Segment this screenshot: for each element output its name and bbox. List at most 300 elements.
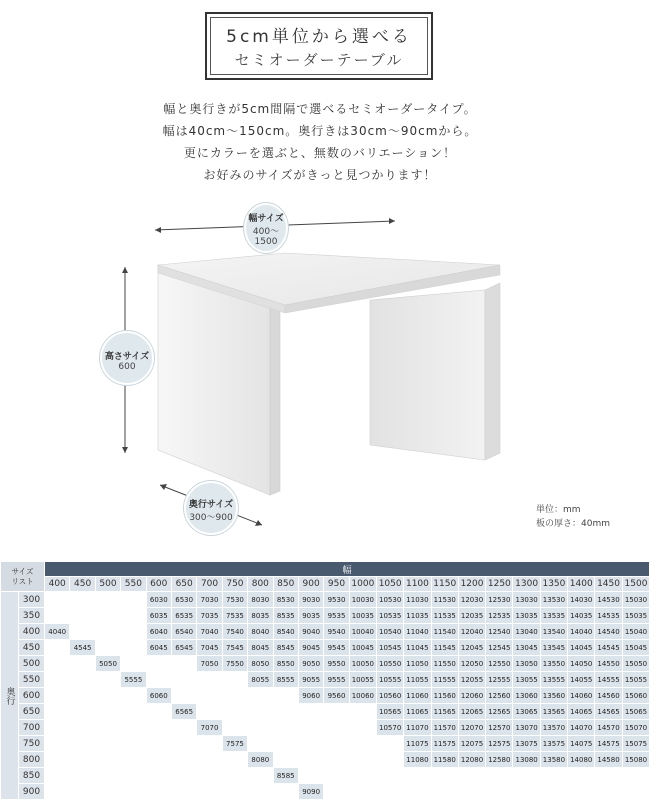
empty-cell (95, 736, 120, 752)
size-code-cell: 8080 (248, 752, 273, 768)
size-code-cell: 15045 (622, 640, 650, 656)
size-code-cell: 15040 (622, 624, 650, 640)
empty-cell (171, 752, 196, 768)
width-column-header: 1100 (404, 577, 431, 592)
empty-cell (95, 688, 120, 704)
empty-cell (171, 736, 196, 752)
width-column-header: 850 (273, 577, 298, 592)
empty-cell (95, 624, 120, 640)
size-code-cell: 12065 (458, 704, 485, 720)
table-row (1, 640, 650, 656)
size-code-cell: 8535 (273, 608, 298, 624)
size-code-cell: 13535 (540, 608, 567, 624)
empty-cell (121, 704, 146, 720)
size-code-cell: 11555 (431, 672, 458, 688)
empty-cell (95, 768, 120, 784)
depth-row-header: 400 (19, 624, 45, 640)
empty-cell (568, 768, 595, 784)
empty-cell (121, 640, 146, 656)
depth-row-header: 900 (19, 784, 45, 800)
size-code-cell: 6040 (146, 624, 171, 640)
width-size-label: 幅サイズ (248, 214, 284, 224)
height-size-value: 600 (118, 362, 136, 372)
width-size-badge (244, 203, 288, 253)
size-code-cell: 12580 (486, 752, 513, 768)
empty-cell (595, 784, 622, 800)
size-code-cell: 12565 (486, 704, 513, 720)
width-size-value: 400～1500 (252, 227, 280, 247)
size-code-cell: 13555 (540, 672, 567, 688)
size-code-cell: 13065 (513, 704, 540, 720)
size-code-cell: 14040 (568, 624, 595, 640)
empty-cell (377, 768, 404, 784)
size-code-cell: 12060 (458, 688, 485, 704)
width-column-header: 1200 (458, 577, 485, 592)
depth-row-header: 450 (19, 640, 45, 656)
size-code-cell: 12045 (458, 640, 485, 656)
empty-cell (95, 784, 120, 800)
size-code-cell: 10030 (349, 592, 376, 608)
depth-row-header: 350 (19, 608, 45, 624)
size-code-cell: 6530 (171, 592, 196, 608)
empty-cell (273, 704, 298, 720)
empty-cell (146, 752, 171, 768)
size-code-cell: 13575 (540, 736, 567, 752)
size-code-cell: 11060 (404, 688, 431, 704)
size-code-cell: 11040 (404, 624, 431, 640)
empty-cell (486, 784, 513, 800)
empty-cell (248, 720, 273, 736)
empty-cell (45, 656, 70, 672)
size-code-cell: 6545 (171, 640, 196, 656)
size-code-cell: 12530 (486, 592, 513, 608)
size-code-cell: 12075 (458, 736, 485, 752)
size-code-cell: 6540 (171, 624, 196, 640)
size-code-cell: 9040 (298, 624, 323, 640)
empty-cell (298, 704, 323, 720)
empty-cell (273, 720, 298, 736)
height-size-label: 高さサイズ (104, 352, 150, 362)
width-header: 幅 (45, 562, 650, 577)
size-code-cell: 15055 (622, 672, 650, 688)
size-code-cell: 9060 (298, 688, 323, 704)
size-code-cell: 14075 (568, 736, 595, 752)
empty-cell (197, 688, 222, 704)
empty-cell (70, 784, 95, 800)
empty-cell (324, 752, 349, 768)
size-code-cell: 12055 (458, 672, 485, 688)
size-code-cell: 10565 (377, 704, 404, 720)
empty-cell (121, 720, 146, 736)
empty-cell (324, 736, 349, 752)
size-code-cell: 10560 (377, 688, 404, 704)
size-code-cell: 9045 (298, 640, 323, 656)
unit-note (536, 503, 610, 531)
height-size-badge (100, 331, 154, 385)
table-diagram (0, 195, 640, 545)
empty-cell (197, 768, 222, 784)
size-code-cell: 8050 (248, 656, 273, 672)
size-code-cell: 8540 (273, 624, 298, 640)
size-code-cell: 14565 (595, 704, 622, 720)
title-box (205, 12, 433, 80)
size-code-cell: 14580 (595, 752, 622, 768)
size-code-cell: 8585 (273, 768, 298, 784)
empty-cell (45, 672, 70, 688)
empty-cell (70, 672, 95, 688)
size-code-cell: 12545 (486, 640, 513, 656)
size-code-cell: 12540 (486, 624, 513, 640)
empty-cell (222, 720, 247, 736)
size-code-cell: 13545 (540, 640, 567, 656)
empty-cell (171, 672, 196, 688)
empty-cell (595, 768, 622, 784)
size-code-cell: 15060 (622, 688, 650, 704)
empty-cell (121, 752, 146, 768)
empty-cell (248, 736, 273, 752)
depth-row-header: 500 (19, 656, 45, 672)
empty-cell (45, 736, 70, 752)
size-code-cell: 8555 (273, 672, 298, 688)
size-code-cell: 7530 (222, 592, 247, 608)
size-code-cell: 13580 (540, 752, 567, 768)
size-code-cell: 9540 (324, 624, 349, 640)
empty-cell (45, 608, 70, 624)
empty-cell (70, 768, 95, 784)
thickness-label: 板の厚さ：40mm (536, 519, 610, 529)
size-code-cell: 12070 (458, 720, 485, 736)
size-code-cell: 8530 (273, 592, 298, 608)
empty-cell (377, 784, 404, 800)
size-code-cell: 14045 (568, 640, 595, 656)
empty-cell (248, 768, 273, 784)
size-code-cell: 6060 (146, 688, 171, 704)
width-column-header: 700 (197, 577, 222, 592)
empty-cell (70, 704, 95, 720)
table-row (1, 752, 650, 768)
size-code-cell: 4545 (70, 640, 95, 656)
empty-cell (95, 672, 120, 688)
size-code-cell: 8550 (273, 656, 298, 672)
size-code-cell: 11560 (431, 688, 458, 704)
size-code-cell: 6045 (146, 640, 171, 656)
empty-cell (70, 736, 95, 752)
empty-cell (70, 752, 95, 768)
empty-cell (273, 752, 298, 768)
empty-cell (121, 736, 146, 752)
width-column-header: 1450 (595, 577, 622, 592)
intro-line: 幅と奥行きが5cm間隔で選べるセミオーダータイプ。 (163, 102, 477, 116)
size-code-cell: 6030 (146, 592, 171, 608)
empty-cell (222, 752, 247, 768)
depth-size-value: 300～900 (189, 513, 233, 523)
size-code-cell: 15065 (622, 704, 650, 720)
empty-cell (171, 784, 196, 800)
empty-cell (248, 688, 273, 704)
size-code-cell: 7050 (197, 656, 222, 672)
size-code-cell: 8035 (248, 608, 273, 624)
page-subtitle: セミオーダーテーブル (234, 51, 404, 69)
empty-cell (222, 784, 247, 800)
empty-cell (146, 656, 171, 672)
empty-cell (222, 768, 247, 784)
size-code-cell: 14560 (595, 688, 622, 704)
size-code-cell: 9555 (324, 672, 349, 688)
size-code-cell: 7070 (197, 720, 222, 736)
empty-cell (95, 608, 120, 624)
empty-cell (349, 704, 376, 720)
size-code-cell: 13055 (513, 672, 540, 688)
size-code-cell: 14065 (568, 704, 595, 720)
empty-cell (45, 720, 70, 736)
empty-cell (458, 784, 485, 800)
size-list-table (0, 561, 650, 800)
empty-cell (622, 784, 650, 800)
size-code-cell: 14035 (568, 608, 595, 624)
size-code-cell: 9550 (324, 656, 349, 672)
size-code-cell: 14080 (568, 752, 595, 768)
size-code-cell: 12035 (458, 608, 485, 624)
size-code-cell: 9545 (324, 640, 349, 656)
size-code-cell: 8030 (248, 592, 273, 608)
table-row (1, 736, 650, 752)
depth-row-header: 550 (19, 672, 45, 688)
intro-text (0, 98, 640, 186)
empty-cell (431, 768, 458, 784)
intro-line: 幅は40cm～150cm。奥行きは30cm～90cmから。 (162, 124, 478, 138)
size-code-cell: 14050 (568, 656, 595, 672)
depth-size-label: 奥行サイズ (188, 500, 234, 510)
size-code-cell: 11575 (431, 736, 458, 752)
depth-row-header: 300 (19, 592, 45, 608)
empty-cell (222, 672, 247, 688)
empty-cell (45, 784, 70, 800)
empty-cell (171, 688, 196, 704)
size-code-cell: 11080 (404, 752, 431, 768)
size-code-cell: 12570 (486, 720, 513, 736)
size-code-cell: 10045 (349, 640, 376, 656)
intro-line: お好みのサイズがきっと見つかります！ (203, 168, 437, 182)
empty-cell (121, 656, 146, 672)
size-code-cell: 10545 (377, 640, 404, 656)
size-code-cell: 13050 (513, 656, 540, 672)
depth-row-header: 650 (19, 704, 45, 720)
size-code-cell: 13530 (540, 592, 567, 608)
table-row (1, 656, 650, 672)
empty-cell (349, 784, 376, 800)
size-list-header (1, 562, 45, 592)
size-code-cell: 7045 (197, 640, 222, 656)
size-code-cell: 14575 (595, 736, 622, 752)
size-code-cell: 11045 (404, 640, 431, 656)
width-column-header: 550 (121, 577, 146, 592)
empty-cell (404, 784, 431, 800)
depth-row-header: 800 (19, 752, 45, 768)
width-column-header: 750 (222, 577, 247, 592)
size-code-cell: 6565 (171, 704, 196, 720)
size-code-cell: 11570 (431, 720, 458, 736)
size-code-cell: 11075 (404, 736, 431, 752)
unit-label: 単位：mm (536, 505, 581, 515)
empty-cell (458, 768, 485, 784)
empty-cell (70, 688, 95, 704)
size-code-cell: 13550 (540, 656, 567, 672)
size-code-cell: 11065 (404, 704, 431, 720)
size-code-cell: 13030 (513, 592, 540, 608)
size-code-cell: 7030 (197, 592, 222, 608)
empty-cell (121, 768, 146, 784)
size-code-cell: 11055 (404, 672, 431, 688)
table-row (1, 608, 650, 624)
empty-cell (146, 720, 171, 736)
empty-cell (197, 672, 222, 688)
size-code-cell: 11050 (404, 656, 431, 672)
empty-cell (431, 784, 458, 800)
table-row (1, 672, 650, 688)
empty-cell (70, 656, 95, 672)
empty-cell (273, 784, 298, 800)
size-code-cell: 13035 (513, 608, 540, 624)
size-code-cell: 10540 (377, 624, 404, 640)
empty-cell (95, 752, 120, 768)
size-code-cell: 8545 (273, 640, 298, 656)
size-code-cell: 13540 (540, 624, 567, 640)
width-column-header: 1300 (513, 577, 540, 592)
empty-cell (70, 592, 95, 608)
width-column-header: 1250 (486, 577, 513, 592)
depth-row-header: 850 (19, 768, 45, 784)
table-row (1, 704, 650, 720)
width-column-header: 650 (171, 577, 196, 592)
empty-cell (45, 640, 70, 656)
size-code-cell: 7545 (222, 640, 247, 656)
size-code-cell: 10040 (349, 624, 376, 640)
intro-line: 更にカラーを選ぶと、無数のバリエーション！ (183, 146, 457, 160)
size-code-cell: 10060 (349, 688, 376, 704)
size-code-cell: 12560 (486, 688, 513, 704)
size-code-cell: 11530 (431, 592, 458, 608)
table-row (1, 784, 650, 800)
empty-cell (349, 752, 376, 768)
size-code-cell: 7035 (197, 608, 222, 624)
width-column-header: 1500 (622, 577, 650, 592)
size-code-cell: 7535 (222, 608, 247, 624)
empty-cell (146, 704, 171, 720)
empty-cell (377, 752, 404, 768)
size-code-cell: 9090 (298, 784, 323, 800)
size-code-cell: 14545 (595, 640, 622, 656)
empty-cell (622, 768, 650, 784)
depth-row-header: 750 (19, 736, 45, 752)
width-column-header: 450 (70, 577, 95, 592)
width-column-header: 1400 (568, 577, 595, 592)
size-code-cell: 6535 (171, 608, 196, 624)
size-code-cell: 11580 (431, 752, 458, 768)
size-code-cell: 9055 (298, 672, 323, 688)
size-code-cell: 12030 (458, 592, 485, 608)
size-code-cell: 9050 (298, 656, 323, 672)
empty-cell (121, 624, 146, 640)
size-code-cell: 14070 (568, 720, 595, 736)
empty-cell (197, 784, 222, 800)
depth-row-header: 600 (19, 688, 45, 704)
empty-cell (248, 784, 273, 800)
empty-cell (121, 784, 146, 800)
table-row (1, 592, 650, 608)
empty-cell (95, 704, 120, 720)
width-column-header: 1350 (540, 577, 567, 592)
empty-cell (298, 736, 323, 752)
empty-cell (248, 704, 273, 720)
width-column-header: 600 (146, 577, 171, 592)
size-code-cell: 7540 (222, 624, 247, 640)
size-code-cell: 14530 (595, 592, 622, 608)
size-code-cell: 4040 (45, 624, 70, 640)
table-illustration (0, 195, 640, 545)
width-column-header: 900 (298, 577, 323, 592)
size-code-cell: 13040 (513, 624, 540, 640)
size-code-cell: 8040 (248, 624, 273, 640)
size-code-cell: 8045 (248, 640, 273, 656)
size-code-cell: 11030 (404, 592, 431, 608)
empty-cell (146, 784, 171, 800)
empty-cell (349, 736, 376, 752)
empty-cell (486, 768, 513, 784)
size-code-cell: 15080 (622, 752, 650, 768)
size-code-cell: 15035 (622, 608, 650, 624)
empty-cell (197, 704, 222, 720)
empty-cell (95, 720, 120, 736)
size-code-cell: 7575 (222, 736, 247, 752)
table-row (1, 624, 650, 640)
size-code-cell: 13570 (540, 720, 567, 736)
empty-cell (45, 592, 70, 608)
empty-cell (45, 704, 70, 720)
size-code-cell: 10035 (349, 608, 376, 624)
size-code-cell: 13045 (513, 640, 540, 656)
size-code-cell: 9560 (324, 688, 349, 704)
width-column-header: 800 (248, 577, 273, 592)
width-column-header: 1050 (377, 577, 404, 592)
empty-cell (121, 608, 146, 624)
depth-size-badge (184, 481, 238, 535)
empty-cell (273, 736, 298, 752)
empty-cell (377, 736, 404, 752)
size-code-cell: 9030 (298, 592, 323, 608)
size-code-cell: 11545 (431, 640, 458, 656)
width-column-header: 400 (45, 577, 70, 592)
width-column-header: 1150 (431, 577, 458, 592)
size-code-cell: 11565 (431, 704, 458, 720)
empty-cell (540, 768, 567, 784)
width-column-header: 1000 (349, 577, 376, 592)
size-code-cell: 10555 (377, 672, 404, 688)
size-code-cell: 12080 (458, 752, 485, 768)
width-column-header: 950 (324, 577, 349, 592)
size-code-cell: 9530 (324, 592, 349, 608)
size-code-cell: 13075 (513, 736, 540, 752)
size-code-cell: 12550 (486, 656, 513, 672)
size-code-cell: 15030 (622, 592, 650, 608)
size-code-cell: 13080 (513, 752, 540, 768)
empty-cell (324, 720, 349, 736)
corner-line: サイズ (11, 566, 34, 576)
size-code-cell: 5555 (121, 672, 146, 688)
size-code-cell: 14550 (595, 656, 622, 672)
size-code-cell: 15070 (622, 720, 650, 736)
size-code-cell: 12575 (486, 736, 513, 752)
empty-cell (121, 592, 146, 608)
